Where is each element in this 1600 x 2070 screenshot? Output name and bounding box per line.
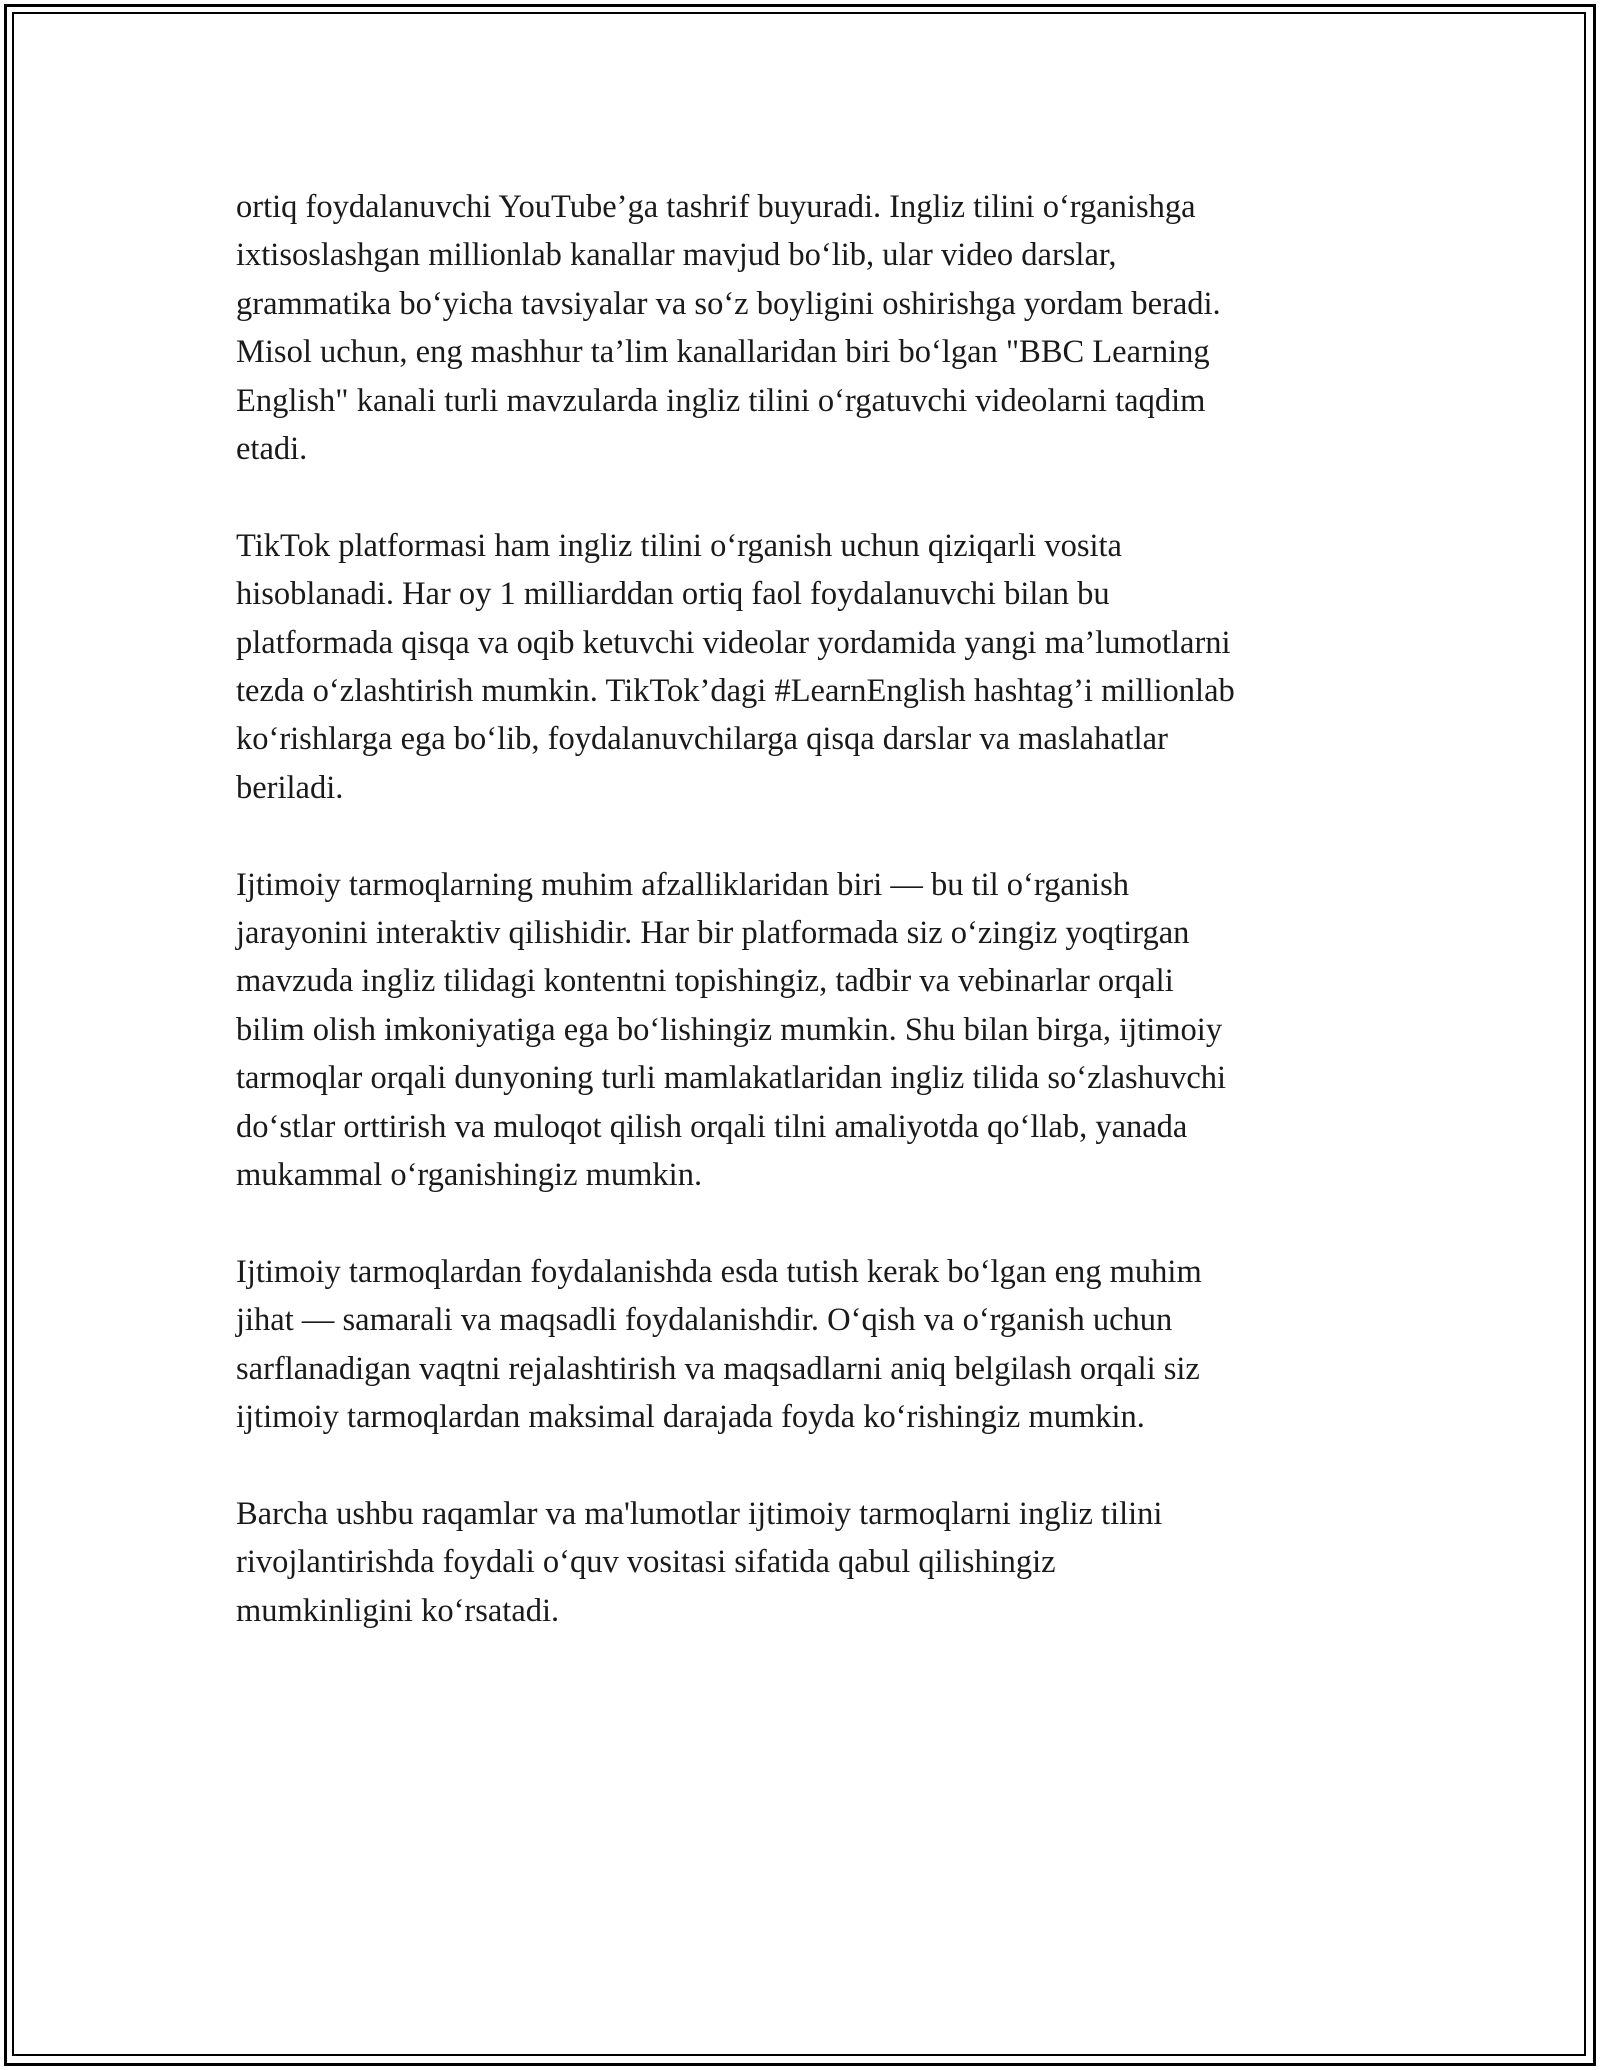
text-line: English" kanali turli mavzularda ingliz tilini o‘rgatuvchi videolarni taqdim <box>236 382 1206 419</box>
text-line: mumkinligini ko‘rsatadi. <box>236 1592 560 1629</box>
paragraph-conclusion <box>236 1490 1376 1635</box>
text-line: bilim olish imkoniyatiga ega bo‘lishingiz mumkin. Shu bilan birga, ijtimoiy <box>236 1011 1223 1048</box>
text-line: etadi. <box>236 431 308 468</box>
paragraph-tiktok <box>236 522 1376 812</box>
text-line: Ijtimoiy tarmoqlardan foydalanishda esda tutish kerak bo‘lgan eng muhim <box>236 1253 1202 1290</box>
text-line: sarflanadigan vaqtni rejalashtirish va maqsadlarni aniq belgilash orqali siz <box>236 1350 1200 1387</box>
text-line: mavzuda ingliz tilidagi kontentni topishingiz, tadbir va vebinarlar orqali <box>236 963 1174 1000</box>
text-line: rivojlantirishda foydali o‘quv vositasi sifatida qabul qilishingiz <box>236 1544 1056 1581</box>
text-line: tezda o‘zlashtirish mumkin. TikTok’dagi #LearnEnglish hashtag’i millionlab <box>236 673 1235 710</box>
text-line: Barcha ushbu raqamlar va ma'lumotlar ijtimoiy tarmoqlarni ingliz tilini <box>236 1495 1163 1532</box>
paragraph-youtube <box>236 183 1376 473</box>
text-line: jihat — samarali va maqsadli foydalanishdir. O‘qish va o‘rganish uchun <box>236 1302 1173 1339</box>
paragraph-interactive <box>236 861 1376 1200</box>
text-line: ko‘rishlarga ega bo‘lib, foydalanuvchilarga qisqa darslar va maslahatlar <box>236 721 1168 758</box>
text-line: jarayonini interaktiv qilishidir. Har bir platformada siz o‘zingiz yoqtirgan <box>236 915 1190 952</box>
text-line: Misol uchun, eng mashhur ta’lim kanallaridan biri bo‘lgan "BBC Learning <box>236 334 1210 371</box>
text-line: beriladi. <box>236 769 344 806</box>
text-line: grammatika bo‘yicha tavsiyalar va so‘z boyligini oshirishga yordam beradi. <box>236 285 1221 322</box>
text-line: tarmoqlar orqali dunyoning turli mamlakatlaridan ingliz tilida so‘zlashuvchi <box>236 1060 1227 1097</box>
text-line: do‘stlar orttirish va muloqot qilish orqali tilni amaliyotda qo‘llab, yanada <box>236 1108 1188 1145</box>
text-line: platformada qisqa va oqib ketuvchi videolar yordamida yangi ma’lumotlarni <box>236 624 1231 661</box>
text-line: ixtisoslashgan millionlab kanallar mavjud bo‘lib, ular video darslar, <box>236 237 1117 274</box>
document-body <box>236 183 1376 1684</box>
text-line: Ijtimoiy tarmoqlarning muhim afzalliklaridan biri — bu til o‘rganish <box>236 866 1129 903</box>
text-line: ijtimoiy tarmoqlardan maksimal darajada foyda ko‘rishingiz mumkin. <box>236 1399 1145 1436</box>
text-line: mukammal o‘rganishingiz mumkin. <box>236 1157 703 1194</box>
text-line: hisoblanadi. Har oy 1 milliarddan ortiq faol foydalanuvchi bilan bu <box>236 576 1110 613</box>
paragraph-usage <box>236 1248 1376 1442</box>
text-line: ortiq foydalanuvchi YouTube’ga tashrif buyuradi. Ingliz tilini o‘rganishga <box>236 189 1196 225</box>
text-line: TikTok platformasi ham ingliz tilini o‘rganish uchun qiziqarli vosita <box>236 527 1122 564</box>
